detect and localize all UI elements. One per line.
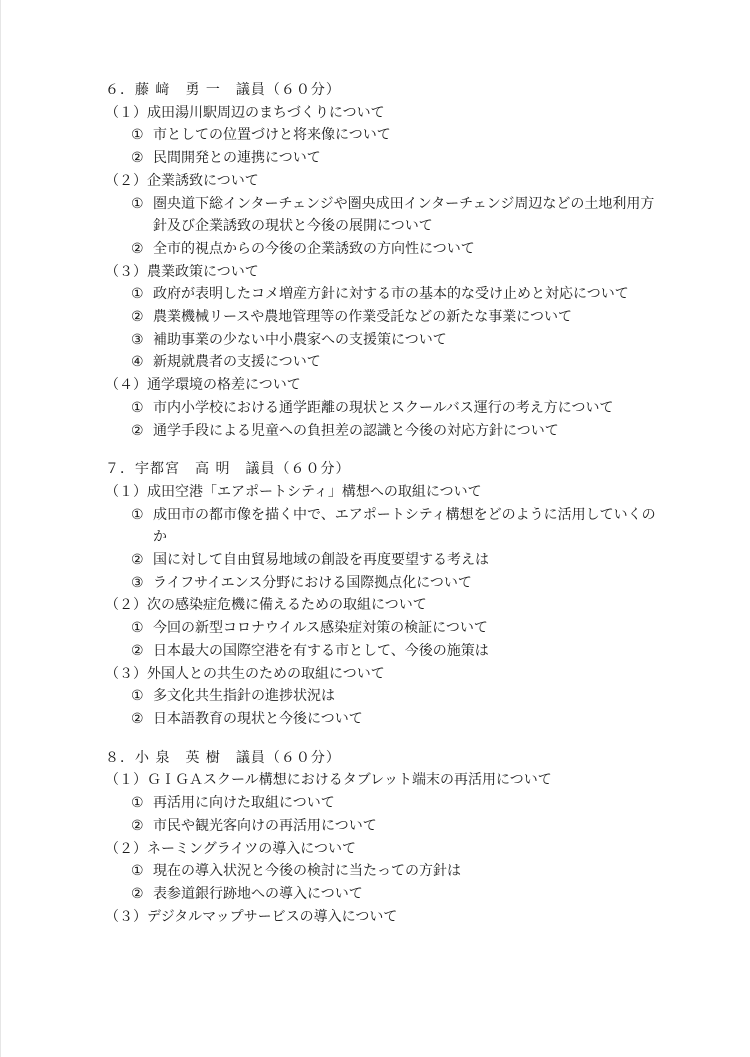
item-number: ① bbox=[131, 195, 144, 212]
item-number: ② bbox=[131, 552, 144, 569]
item-number: ① bbox=[131, 286, 144, 303]
question-item bbox=[1, 792, 750, 815]
item-number: ② bbox=[131, 422, 144, 439]
item-number: ② bbox=[131, 150, 144, 167]
item-text: 圏央道下総インターチェンジや圏央成田インターチェンジ周辺などの土地利用方針及び企業誘致の現状と今後の展開について bbox=[153, 195, 655, 235]
question-item bbox=[1, 306, 750, 329]
question-item bbox=[1, 283, 750, 306]
question-item bbox=[1, 238, 750, 261]
item-text: 市民や観光客向けの再活用について bbox=[153, 817, 377, 834]
item-number: ② bbox=[131, 885, 144, 902]
item-number: ② bbox=[131, 309, 144, 326]
item-number: ① bbox=[131, 620, 144, 637]
topic-heading: （２）次の感染症危機に備えるための取組について bbox=[105, 597, 427, 614]
question-item bbox=[1, 147, 750, 170]
question-item bbox=[1, 708, 750, 731]
topic-heading: （４）通学環境の格差について bbox=[105, 377, 301, 394]
item-text: 全市的視点からの今後の企業誘致の方向性について bbox=[153, 240, 475, 257]
item-number: ② bbox=[131, 642, 144, 659]
question-item bbox=[1, 420, 750, 443]
item-text: 通学手段による児童への負担差の認識と今後の対応方針について bbox=[153, 422, 559, 439]
speaker-title: ６．藤 﨑 勇 一 議員（６０分） bbox=[105, 82, 341, 98]
question-item bbox=[1, 351, 750, 374]
item-number: ① bbox=[131, 688, 144, 705]
question-item bbox=[1, 397, 750, 420]
item-text: 表参道銀行跡地への導入について bbox=[153, 885, 363, 902]
item-number: ① bbox=[131, 506, 144, 523]
item-text: 新規就農者の支援について bbox=[153, 354, 321, 371]
item-text: 政府が表明したコメ増産方針に対する市の基本的な受け止めと対応について bbox=[153, 286, 629, 303]
question-item bbox=[1, 193, 750, 238]
question-item bbox=[1, 617, 750, 640]
speaker-section bbox=[1, 458, 750, 730]
speaker-title: ７．宇都宮 高 明 議員（６０分） bbox=[105, 461, 351, 478]
item-text: 成田市の都市像を描く中で、エアポートシティ構想をどのように活用していくのか bbox=[153, 506, 656, 546]
topic-heading: （３）デジタルマップサービスの導入について bbox=[105, 908, 398, 925]
topic-heading: （１）成田空港「エアポートシティ」構想への取組について bbox=[105, 483, 482, 500]
item-text: 民間開発との連携について bbox=[153, 150, 321, 167]
item-text: 国に対して自由貿易地域の創設を再度要望する考えは bbox=[153, 552, 489, 569]
item-number: ④ bbox=[131, 354, 144, 371]
item-number: ① bbox=[131, 399, 144, 416]
item-text: 多文化共生指針の進捗状況は bbox=[153, 688, 335, 705]
question-item bbox=[1, 329, 750, 352]
item-text: 現在の導入状況と今後の検討に当たっての方針は bbox=[153, 863, 461, 880]
question-item bbox=[1, 860, 750, 883]
item-number: ② bbox=[131, 817, 144, 834]
speaker-title: ８．小 泉 英 樹 議員（６０分） bbox=[105, 749, 341, 766]
topic-heading: （２）企業誘致について bbox=[105, 172, 259, 189]
topic-heading: （１）成田湯川駅周辺のまちづくりについて bbox=[105, 104, 385, 121]
item-text: 市内小学校における通学距離の現状とスクールバス運行の考え方について bbox=[153, 399, 614, 416]
question-item bbox=[1, 640, 750, 663]
question-item bbox=[1, 504, 750, 549]
question-item bbox=[1, 572, 750, 595]
speaker-section bbox=[1, 79, 750, 442]
question-item bbox=[1, 549, 750, 572]
topic-heading: （１）ＧＩＧＡスクール構想におけるタブレット端末の再活用について bbox=[105, 772, 552, 789]
question-item bbox=[1, 815, 750, 838]
item-number: ① bbox=[131, 795, 144, 812]
item-text: 日本最大の国際空港を有する市として、今後の施策は bbox=[153, 642, 489, 659]
speaker-section bbox=[1, 747, 750, 929]
item-number: ① bbox=[131, 127, 144, 144]
topic-heading: （２）ネーミングライツの導入について bbox=[105, 840, 357, 857]
topic-heading: （３）農業政策について bbox=[105, 263, 259, 280]
question-item bbox=[1, 124, 750, 147]
item-number: ③ bbox=[131, 574, 144, 591]
item-text: 日本語教育の現状と今後について bbox=[153, 710, 363, 727]
item-text: ライフサイエンス分野における国際拠点化について bbox=[153, 574, 472, 591]
item-text: 農業機械リースや農地管理等の作業受託などの新たな事業について bbox=[153, 309, 573, 326]
item-number: ② bbox=[131, 710, 144, 727]
item-text: 市としての位置づけと将来像について bbox=[153, 127, 391, 144]
item-number: ③ bbox=[131, 331, 144, 348]
question-item bbox=[1, 685, 750, 708]
item-text: 補助事業の少ない中小農家への支援策について bbox=[153, 331, 447, 348]
item-number: ② bbox=[131, 240, 144, 257]
item-text: 再活用に向けた取組について bbox=[153, 795, 335, 812]
item-number: ① bbox=[131, 863, 144, 880]
question-item bbox=[1, 883, 750, 906]
item-text: 今回の新型コロナウイルス感染症対策の検証について bbox=[153, 620, 488, 637]
topic-heading: （３）外国人との共生のための取組について bbox=[105, 665, 385, 682]
